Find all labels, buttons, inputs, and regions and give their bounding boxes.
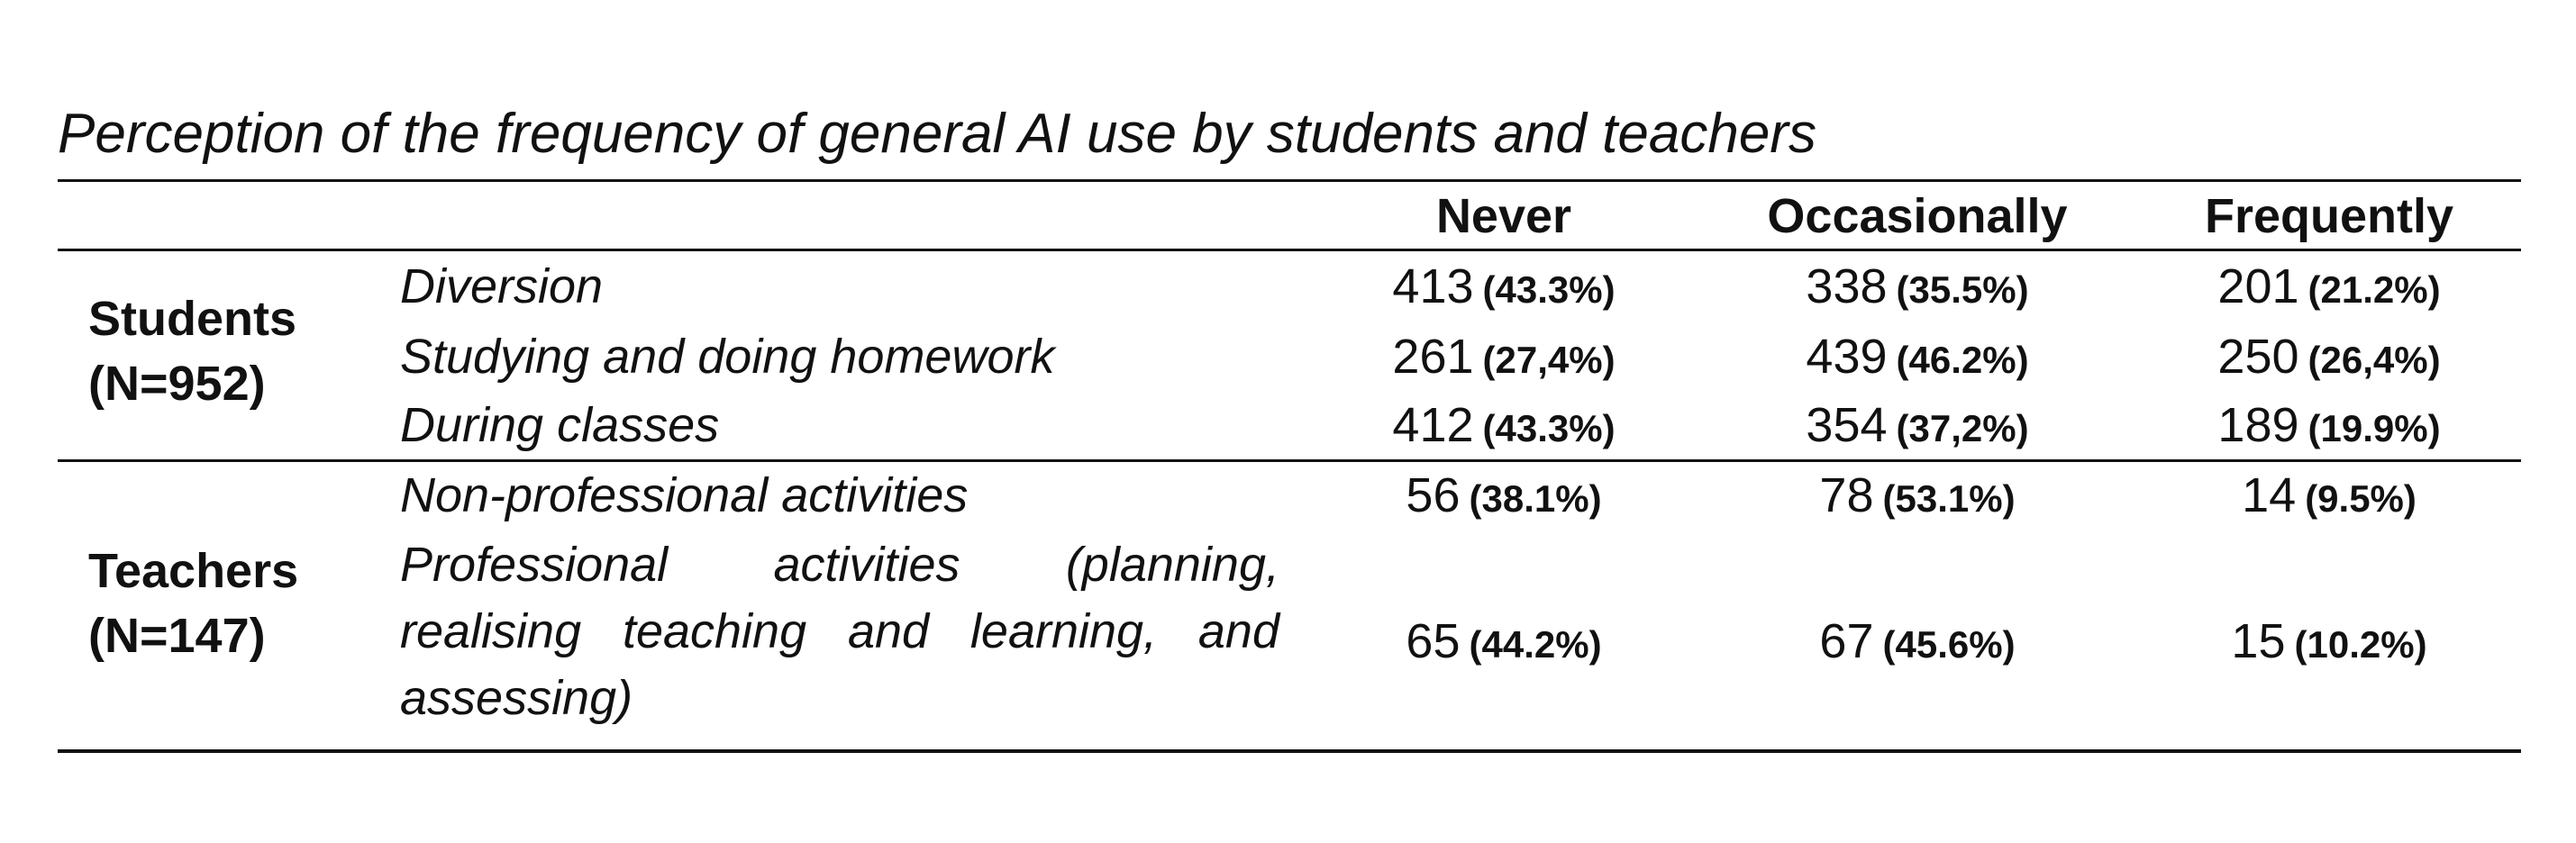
cell-percent: (9.5%) [2305, 477, 2417, 520]
table-cell [2167, 468, 2491, 526]
cell-percent: (37,2%) [1896, 407, 2029, 449]
cell-count: 14 [2242, 468, 2297, 522]
cell-count: 413 [1392, 259, 1474, 313]
table-cell [1360, 259, 1648, 317]
cell-count: 56 [1406, 468, 1461, 522]
table-cell [1737, 398, 2098, 456]
row-label: During classes [400, 398, 720, 452]
cell-percent: (46.2%) [1896, 339, 2029, 381]
table-cell [1737, 468, 2098, 526]
group-sample-size: (N=147) [88, 609, 266, 663]
cell-count: 354 [1806, 398, 1888, 452]
column-header-occasionally: Occasionally [1767, 189, 2068, 243]
cell-percent: (26,4%) [2307, 339, 2441, 381]
cell-percent: (43.3%) [1482, 407, 1616, 449]
cell-percent: (44.2%) [1469, 623, 1602, 666]
row-label: Diversion [400, 259, 604, 313]
row-label: Non-professional activities [400, 468, 969, 522]
table-cell [1360, 468, 1648, 526]
row-label: Studying and doing homework [400, 330, 1055, 384]
group-name: Teachers [88, 544, 299, 598]
cell-count: 67 [1819, 614, 1874, 668]
cell-percent: (10.2%) [2294, 623, 2427, 666]
cell-count: 439 [1806, 330, 1888, 384]
table-cell [1737, 259, 2098, 317]
table-cell [1360, 398, 1648, 456]
bottom-rule [58, 749, 2521, 753]
cell-count: 78 [1819, 468, 1874, 522]
cell-percent: (45.6%) [1882, 623, 2016, 666]
cell-count: 201 [2217, 259, 2299, 313]
column-header-frequently: Frequently [2204, 189, 2454, 243]
cell-percent: (53.1%) [1882, 477, 2016, 520]
cell-count: 261 [1392, 330, 1474, 384]
group-name: Students [88, 292, 297, 346]
table-cell [2167, 259, 2491, 317]
cell-count: 65 [1406, 614, 1461, 668]
cell-count: 15 [2231, 614, 2286, 668]
cell-count: 189 [2217, 398, 2299, 452]
cell-percent: (27,4%) [1482, 339, 1616, 381]
cell-count: 338 [1806, 259, 1888, 313]
group-label-teachers [88, 539, 298, 668]
cell-percent: (21.2%) [2307, 268, 2441, 311]
cell-count: 250 [2217, 330, 2299, 384]
group-label-students [88, 286, 296, 416]
header-rule [58, 249, 2521, 251]
row-label: Professional activities (planning, realising teaching and learning, and assessing) [400, 538, 1279, 725]
table-caption: Perception of the frequency of general AI use by students and teachers [58, 103, 1816, 165]
table-cell [2167, 330, 2491, 387]
cell-percent: (38.1%) [1469, 477, 1602, 520]
table-cell [1360, 330, 1648, 387]
cell-count: 412 [1392, 398, 1474, 452]
table-cell [1737, 330, 2098, 387]
table-cell [1360, 614, 1648, 672]
top-rule [58, 179, 2521, 182]
cell-percent: (35.5%) [1896, 268, 2029, 311]
table-cell [2167, 614, 2491, 672]
cell-percent: (19.9%) [2307, 407, 2441, 449]
table-cell [1737, 614, 2098, 672]
table-cell [2167, 398, 2491, 456]
column-header-never: Never [1435, 189, 1572, 243]
group-divider-rule [58, 459, 2521, 462]
cell-percent: (43.3%) [1482, 268, 1616, 311]
group-sample-size: (N=952) [88, 357, 266, 411]
